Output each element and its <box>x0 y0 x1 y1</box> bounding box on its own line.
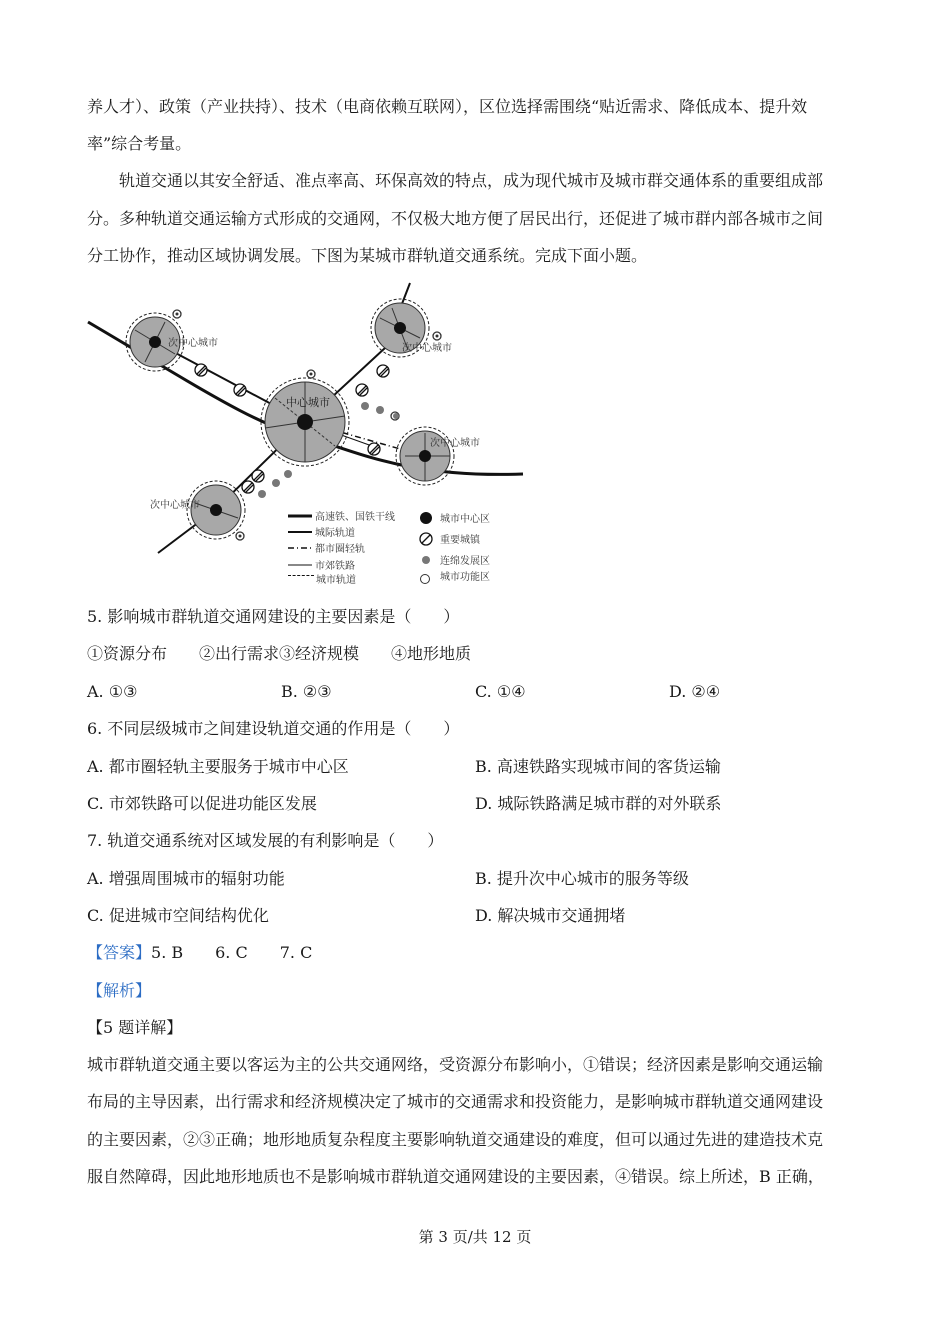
analysis-line: 服自然障碍，因此地形地质也不是影响城市群轨道交通网建设的主要因素，④错误。综上所述，B 正确， <box>87 1167 824 1186</box>
legend-urban-label: 城市轨道 <box>316 575 356 586</box>
q6-option-a[interactable]: A. 都市圈轻轨主要服务于城市中心区 <box>87 757 349 776</box>
intro-line: 分。多种轨道交通运输方式形成的交通网，不仅极大地方便了居民出行，还促进了城市群内部各城市之间 <box>87 209 824 228</box>
paragraph-line: 养人才）、政策（产业扶持）、技术（电商依赖互联网），区位选择需围绕“贴近需求、降低成本、提升效 <box>87 97 808 116</box>
q5-option-d[interactable]: D. ②④ <box>669 682 721 701</box>
q6-option-c[interactable]: C. 市郊铁路可以促进功能区发展 <box>87 794 317 813</box>
sub-city-e-core <box>419 450 431 462</box>
central-city-label: 中心城市 <box>286 396 330 409</box>
sub-city-nw-core <box>149 336 161 348</box>
analysis-tag: 【解析】 <box>87 981 152 1000</box>
sub-city-e-label: 次中心城市 <box>430 438 480 449</box>
legend-functional-icon <box>420 574 430 584</box>
legend-suburban-label: 市郊铁路 <box>315 561 355 572</box>
q7-option-c[interactable]: C. 促进城市空间结构优化 <box>87 906 269 925</box>
analysis-line: 城市群轨道交通主要以客运为主的公共交通网络，受资源分布影响小，①错误；经济因素是影响交通运输 <box>87 1055 824 1074</box>
sub-city-ne-label: 次中心城市 <box>402 343 452 354</box>
legend-intercity-label: 城际轨道 <box>315 528 355 539</box>
legend-contiguous-label: 连绵发展区 <box>440 556 490 567</box>
analysis-line: 的主要因素，②③正确；地形地质复杂程度主要影响轨道交通建设的难度，但可以通过先进的建造技术克 <box>87 1130 824 1149</box>
q5-option-b[interactable]: B. ②③ <box>281 682 332 701</box>
q6-stem: 6. 不同层级城市之间建设轨道交通的作用是（ ） <box>87 719 460 738</box>
legend-hsr-label: 高速铁、国铁干线 <box>315 512 395 523</box>
paragraph-line: 率”综合考量。 <box>87 134 192 153</box>
q6-option-b[interactable]: B. 高速铁路实现城市间的客货运输 <box>475 757 721 776</box>
legend-town-label: 重要城镇 <box>440 535 480 546</box>
central-city-core <box>297 414 313 430</box>
sub-city-sw-label: 次中心城市 <box>150 500 200 511</box>
q7-stem: 7. 轨道交通系统对区域发展的有利影响是（ ） <box>87 831 444 850</box>
legend-urban-line <box>288 575 314 576</box>
legend <box>288 510 490 578</box>
page-number: 第 3 页/共 12 页 <box>418 1228 532 1246</box>
legend-metro-label: 都市圈轻轨 <box>315 544 365 555</box>
q5-option-c[interactable]: C. ①④ <box>475 682 526 701</box>
answer-text: 5. B 6. C 7. C <box>151 943 313 962</box>
q5-detail-tag: 【5 题详解】 <box>87 1018 183 1037</box>
q7-option-d[interactable]: D. 解决城市交通拥堵 <box>475 906 626 925</box>
analysis-line: 布局的主导因素，出行需求和经济规模决定了城市的交通需求和投资能力，是影响城市群轨道交通网建设 <box>87 1092 824 1111</box>
answer-line <box>87 943 867 963</box>
q5-option-a[interactable]: A. ①③ <box>87 682 138 701</box>
intro-line: 轨道交通以其安全舒适、准点率高、环保高效的特点，成为现代城市及城市群交通体系的重要组成部 <box>119 171 824 190</box>
sub-city-ne-core <box>394 322 406 334</box>
q5-stem: 5. 影响城市群轨道交通网建设的主要因素是（ ） <box>87 607 460 626</box>
legend-center-label: 城市中心区 <box>440 514 490 525</box>
sub-city-sw-core <box>210 504 222 516</box>
q5-items: ①资源分布 ②出行需求③经济规模 ④地形地质 <box>87 644 472 663</box>
rail-system-diagram <box>80 278 530 578</box>
q6-option-d[interactable]: D. 城际铁路满足城市群的对外联系 <box>475 794 722 813</box>
legend-functional-label: 城市功能区 <box>440 572 490 583</box>
sub-city-nw-label: 次中心城市 <box>168 338 218 349</box>
q7-option-a[interactable]: A. 增强周围城市的辐射功能 <box>87 869 285 888</box>
q7-option-b[interactable]: B. 提升次中心城市的服务等级 <box>475 869 689 888</box>
answer-tag: 【答案】 <box>87 943 152 962</box>
intro-line: 分工协作，推动区域协调发展。下图为某城市群轨道交通系统。完成下面小题。 <box>87 246 648 265</box>
